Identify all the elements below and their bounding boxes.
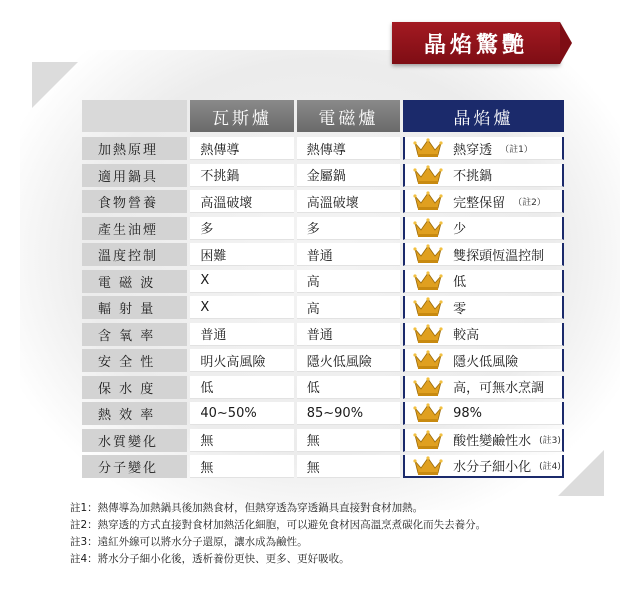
footnote-ref: （註1）: [500, 144, 533, 155]
row-label: 熱 效 率: [82, 402, 187, 425]
crystal-value-text: 隱火低風險: [453, 354, 519, 370]
gas-stove-value: 高溫破壞: [190, 190, 293, 213]
corner-fold-top-left: [32, 62, 78, 108]
crown-icon: [413, 430, 443, 450]
table-body: [82, 137, 564, 478]
crown-icon: [413, 350, 443, 370]
crown-icon: [413, 244, 443, 264]
table-header-row: [82, 100, 564, 132]
induction-value: 85~90%: [297, 402, 400, 425]
crown-icon: [413, 165, 443, 185]
induction-value: 熱傳導: [297, 137, 400, 160]
induction-value: 多: [297, 217, 400, 240]
table-row: [82, 270, 564, 293]
header-crystal-stove: 晶焰爐: [403, 100, 564, 132]
induction-value: 高: [297, 296, 400, 319]
crystal-stove-value: [403, 402, 564, 425]
crystal-stove-value: [403, 349, 564, 372]
row-label: 分子變化: [82, 455, 187, 478]
footnote-ref: (註3): [539, 436, 561, 446]
row-label: 適用鍋具: [82, 164, 187, 187]
induction-value: 低: [297, 376, 400, 399]
table-row: [82, 429, 564, 452]
crystal-stove-value: [403, 296, 564, 319]
induction-value: 高溫破壞: [297, 190, 400, 213]
crystal-stove-value: [403, 429, 564, 452]
header-gas-stove: 瓦斯爐: [190, 100, 293, 132]
row-label: 食物營養: [82, 190, 187, 213]
crystal-stove-value: [403, 217, 564, 240]
header-blank-cell: [82, 100, 187, 132]
crystal-value-text: 98%: [453, 405, 482, 421]
row-label: 產生油煙: [82, 217, 187, 240]
banner-title: 晶焰驚艷: [423, 32, 528, 58]
crystal-stove-value: [403, 164, 564, 187]
table-row: [82, 349, 564, 372]
crystal-stove-value: [403, 376, 564, 399]
comparison-table: [82, 100, 564, 482]
crown-icon: [413, 191, 443, 211]
row-label: 水質變化: [82, 429, 187, 452]
footnote-ref: (註4): [539, 462, 561, 472]
title-banner: [392, 22, 560, 64]
footnote-4: 註4：將水分子細小化後，透析養份更快、更多、更好吸收。: [70, 553, 350, 565]
gas-stove-value: 多: [190, 217, 293, 240]
crystal-value-text: 較高: [453, 328, 480, 343]
crystal-value-text: 零: [453, 301, 467, 317]
table-row: [82, 296, 564, 319]
gas-stove-value: 低: [190, 376, 293, 399]
crystal-stove-value: [403, 137, 564, 160]
gas-stove-value: 困難: [190, 243, 293, 266]
table-row: [82, 190, 564, 213]
crystal-value-text: 雙探頭恆溫控制: [453, 248, 545, 264]
footnotes: [70, 500, 486, 568]
row-label: 安 全 性: [82, 349, 187, 372]
gas-stove-value: 不挑鍋: [190, 164, 293, 187]
corner-fold-bottom-right: [558, 450, 604, 496]
crown-icon: [413, 324, 443, 344]
crown-icon: [413, 271, 443, 291]
crystal-value-text: 高，可無水烹調: [453, 381, 545, 396]
footnote-ref: （註2）: [513, 197, 546, 208]
crown-icon: [413, 403, 443, 423]
crown-icon: [413, 138, 443, 158]
gas-stove-value: X: [190, 296, 293, 319]
table-row: [82, 323, 564, 346]
table-row: [82, 137, 564, 160]
crown-icon: [413, 377, 443, 397]
induction-value: 隱火低風險: [297, 349, 400, 372]
row-label: 輻 射 量: [82, 296, 187, 319]
induction-value: 普通: [297, 323, 400, 346]
induction-value: 無: [297, 429, 400, 452]
gas-stove-value: 40~50%: [190, 402, 293, 425]
crystal-value-text: 水分子細小化: [453, 460, 532, 475]
crystal-stove-value: [403, 243, 564, 266]
footnote-1: 註1：熱傳導為加熱鍋具後加熱食材，但熱穿透為穿透鍋具直接對食材加熱。: [70, 502, 424, 514]
row-label: 電 磁 波: [82, 270, 187, 293]
table-row: [82, 217, 564, 240]
crystal-stove-value: [403, 270, 564, 293]
gas-stove-value: 明火高風險: [190, 349, 293, 372]
induction-value: 金屬鍋: [297, 164, 400, 187]
gas-stove-value: 無: [190, 455, 293, 478]
row-label: 含 氧 率: [82, 323, 187, 346]
crystal-value-text: 酸性變鹼性水: [453, 434, 532, 449]
row-label: 保 水 度: [82, 376, 187, 399]
crystal-value-text: 完整保留: [453, 195, 506, 211]
gas-stove-value: 普通: [190, 323, 293, 346]
table-row: [82, 164, 564, 187]
gas-stove-value: 無: [190, 429, 293, 452]
table-row: [82, 455, 564, 478]
header-induction-cooker: 電磁爐: [297, 100, 400, 132]
table-row: [82, 376, 564, 399]
crown-icon: [413, 218, 443, 238]
induction-value: 無: [297, 455, 400, 478]
induction-value: 高: [297, 270, 400, 293]
crown-icon: [413, 456, 443, 476]
row-label: 加熱原理: [82, 137, 187, 160]
footnote-2: 註2：熱穿透的方式直接對食材加熱活化細胞，可以避免食材因高溫烹煮碳化而失去養分。: [70, 519, 487, 531]
crystal-value-text: 少: [453, 222, 467, 237]
table-row: [82, 402, 564, 425]
crystal-stove-value: [403, 455, 564, 478]
crystal-value-text: 不挑鍋: [453, 169, 493, 184]
table-row: [82, 243, 564, 266]
gas-stove-value: 熱傳導: [190, 137, 293, 160]
row-label: 溫度控制: [82, 243, 187, 266]
crystal-stove-value: [403, 323, 564, 346]
crystal-value-text: 低: [453, 275, 467, 290]
crystal-stove-value: [403, 190, 564, 213]
crystal-value-text: 熱穿透: [453, 142, 493, 158]
gas-stove-value: X: [190, 270, 293, 293]
footnote-3: 註3：遠紅外線可以將水分子還原，讓水成為鹼性。: [70, 536, 308, 548]
crown-icon: [413, 297, 443, 317]
induction-value: 普通: [297, 243, 400, 266]
